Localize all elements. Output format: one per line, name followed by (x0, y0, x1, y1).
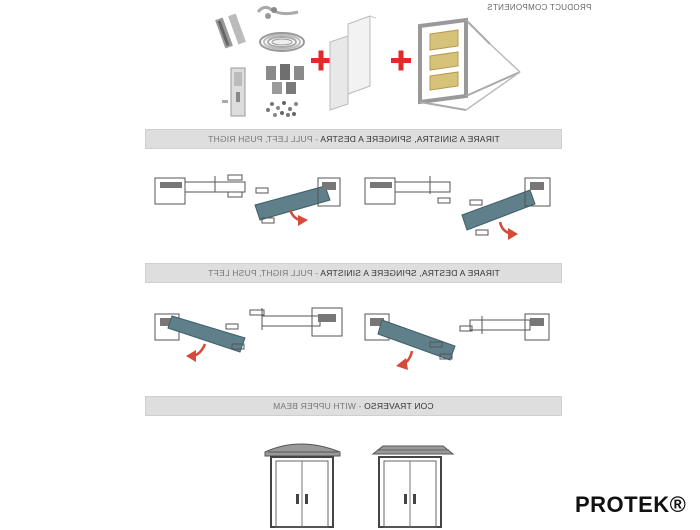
section-title: TIRARE A SINISTRA, SPINGERE A DESTRA (320, 134, 500, 144)
double-door-arched-beam (265, 444, 340, 527)
hinge-hardware-icon (215, 14, 246, 49)
section-subtitle: - WITH UPPER BEAM (273, 401, 365, 411)
section-header-upper-beam (145, 396, 562, 416)
lock-body-icon (222, 68, 245, 116)
door-swing-open (462, 178, 550, 240)
section-header-pull-left (145, 129, 562, 149)
pull-left-diagram (0, 160, 700, 250)
concealed-hinges-icon (266, 64, 304, 94)
frame-section-closed (250, 308, 342, 336)
section-title: TIRARE A DESTRA, SPINGERE A SINISTRA (320, 268, 500, 278)
door-swing-open (365, 314, 455, 370)
double-door-straight-beam (373, 446, 453, 527)
frame-section-closed (460, 314, 549, 340)
plus-icon (391, 51, 411, 71)
plus-icon (311, 51, 331, 71)
gasket-roll-icon (258, 7, 298, 19)
section-subtitle: - PULL RIGHT, PUSH LEFT (207, 268, 321, 278)
components-illustration (0, 0, 700, 130)
section-header-pull-right (145, 263, 562, 283)
screws-icon (266, 101, 298, 117)
door-swing-open (255, 178, 340, 226)
door-panels-icon (330, 16, 376, 110)
door-swing-open (155, 314, 245, 362)
section-subtitle: - PULL LEFT, PUSH RIGHT (207, 134, 321, 144)
cable-coil-icon (260, 33, 304, 51)
section-title: CON TRAVERSO (364, 401, 434, 411)
frame-section-closed (155, 175, 245, 204)
frame-section-closed (365, 176, 450, 204)
protek-logo: PROTEK® (575, 492, 687, 517)
frame-kit-icon (420, 20, 520, 110)
product-components-title: PRODUCT COMPONENTS (487, 3, 592, 12)
pull-right-diagram (0, 296, 700, 386)
